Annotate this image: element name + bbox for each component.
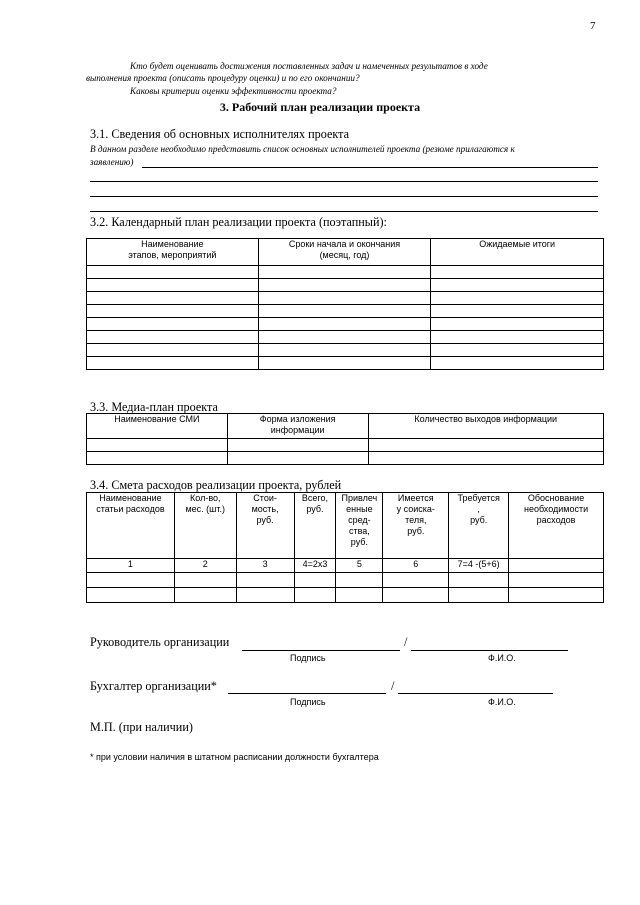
table-cell[interactable] xyxy=(87,305,259,318)
table-cell[interactable] xyxy=(336,588,383,603)
header-total: Всего, руб. xyxy=(294,493,336,559)
column-number: 1 xyxy=(87,559,175,573)
table-cell[interactable] xyxy=(87,573,175,588)
stamp-place-label: М.П. (при наличии) xyxy=(90,720,193,734)
header-expense-item: Наименование статьи расходов xyxy=(87,493,175,559)
table-cell[interactable] xyxy=(258,279,431,292)
signature-caption: Подпись xyxy=(290,697,326,707)
table-cell[interactable] xyxy=(509,588,604,603)
table-cell[interactable] xyxy=(383,588,449,603)
head-of-organization-label: Руководитель организации xyxy=(90,635,230,649)
header-media-name: Наименование СМИ xyxy=(87,414,228,439)
table-cell[interactable] xyxy=(258,318,431,331)
accountant-label: Бухгалтер организации* xyxy=(90,679,217,693)
calendar-plan-table xyxy=(86,238,604,370)
table-cell[interactable] xyxy=(87,588,175,603)
table-cell[interactable] xyxy=(87,292,259,305)
table-cell[interactable] xyxy=(431,266,604,279)
table-cell[interactable] xyxy=(258,344,431,357)
page-number: 7 xyxy=(590,20,596,32)
table-cell[interactable] xyxy=(431,292,604,305)
table-cell[interactable] xyxy=(174,588,236,603)
section-3-3-heading: 3.3. Медиа-план проекта xyxy=(90,400,218,414)
slash-separator: / xyxy=(404,635,408,649)
table-cell[interactable] xyxy=(87,318,259,331)
slash-separator: / xyxy=(391,679,395,693)
table-cell[interactable] xyxy=(431,279,604,292)
table-cell[interactable] xyxy=(227,452,368,465)
head-name-line[interactable] xyxy=(411,650,568,651)
table-cell[interactable] xyxy=(174,573,236,588)
table-cell[interactable] xyxy=(236,588,294,603)
accountant-signature-line[interactable] xyxy=(228,693,386,694)
table-cell[interactable] xyxy=(431,344,604,357)
footnote: * при условии наличия в штатном расписании должности бухгалтера xyxy=(90,752,379,762)
table-cell[interactable] xyxy=(87,439,228,452)
table-cell[interactable] xyxy=(449,573,509,588)
column-number: 5 xyxy=(336,559,383,573)
table-cell[interactable] xyxy=(294,573,336,588)
table-cell[interactable] xyxy=(258,305,431,318)
table-cell[interactable] xyxy=(258,266,431,279)
intro-line-3: Каковы критерии оценки эффективности проекта? xyxy=(130,86,337,96)
budget-table xyxy=(86,492,604,603)
answer-line[interactable] xyxy=(90,211,598,212)
header-required: Требуется , руб. xyxy=(449,493,509,559)
column-number xyxy=(509,559,604,573)
table-cell[interactable] xyxy=(336,573,383,588)
head-signature-line[interactable] xyxy=(242,650,400,651)
header-applicant-has: Имеется у соиска- теля, руб. xyxy=(383,493,449,559)
table-cell[interactable] xyxy=(383,573,449,588)
table-cell[interactable] xyxy=(368,439,603,452)
header-justification: Обоснование необходимости расходов xyxy=(509,493,604,559)
table-cell[interactable] xyxy=(87,452,228,465)
intro-line-1: Кто будет оценивать достижения поставленных задач и намеченных результатов в ходе xyxy=(130,61,488,71)
table-cell[interactable] xyxy=(87,266,259,279)
table-cell[interactable] xyxy=(87,279,259,292)
table-cell[interactable] xyxy=(431,318,604,331)
column-number: 3 xyxy=(236,559,294,573)
table-cell[interactable] xyxy=(258,331,431,344)
column-number: 6 xyxy=(383,559,449,573)
section-3-title: 3. Рабочий план реализации проекта xyxy=(219,100,421,114)
signature-caption: Подпись xyxy=(290,653,326,663)
header-results: Ожидаемые итоги xyxy=(431,239,604,266)
table-cell[interactable] xyxy=(258,357,431,370)
header-cost: Стои- мость, руб. xyxy=(236,493,294,559)
table-cell[interactable] xyxy=(431,331,604,344)
section-3-2-heading: 3.2. Календарный план реализации проекта (поэтапный): xyxy=(90,215,387,229)
table-cell[interactable] xyxy=(294,588,336,603)
full-name-caption: Ф.И.О. xyxy=(488,653,516,663)
table-cell[interactable] xyxy=(368,452,603,465)
header-quantity: Кол-во, мес. (шт.) xyxy=(174,493,236,559)
answer-line[interactable] xyxy=(90,196,598,197)
table-cell[interactable] xyxy=(87,331,259,344)
table-cell[interactable] xyxy=(431,305,604,318)
header-attracted-funds: Привлеч енные сред- ства, руб. xyxy=(336,493,383,559)
column-number: 7=4 -(5+6) xyxy=(449,559,509,573)
table-cell[interactable] xyxy=(509,573,604,588)
header-publication-count: Количество выходов информации xyxy=(368,414,603,439)
header-presentation-form: Форма изложения информации xyxy=(227,414,368,439)
table-cell[interactable] xyxy=(227,439,368,452)
full-name-caption: Ф.И.О. xyxy=(488,697,516,707)
table-cell[interactable] xyxy=(431,357,604,370)
section-3-1-note-line-1: В данном разделе необходимо представить список основных исполнителей проекта (резюме прилагаются к xyxy=(90,144,515,154)
section-3-4-heading: 3.4. Смета расходов реализации проекта, рублей xyxy=(90,478,342,492)
column-number: 4=2х3 xyxy=(294,559,336,573)
answer-line[interactable] xyxy=(90,181,598,182)
media-plan-table xyxy=(86,413,604,465)
table-cell[interactable] xyxy=(236,573,294,588)
table-cell[interactable] xyxy=(258,292,431,305)
intro-line-2: выполнения проекта (описать процедуру оценки) и по его окончании? xyxy=(86,73,360,83)
header-stages: Наименование этапов, мероприятий xyxy=(87,239,259,266)
section-3-1-note-line-2: заявлению) xyxy=(90,157,134,167)
section-3-1-heading: 3.1. Сведения об основных исполнителях проекта xyxy=(90,127,350,141)
table-cell[interactable] xyxy=(449,588,509,603)
table-cell[interactable] xyxy=(87,344,259,357)
table-cell[interactable] xyxy=(87,357,259,370)
accountant-name-line[interactable] xyxy=(398,693,553,694)
column-number: 2 xyxy=(174,559,236,573)
header-dates: Сроки начала и окончания (месяц, год) xyxy=(258,239,431,266)
answer-line[interactable] xyxy=(142,167,598,168)
